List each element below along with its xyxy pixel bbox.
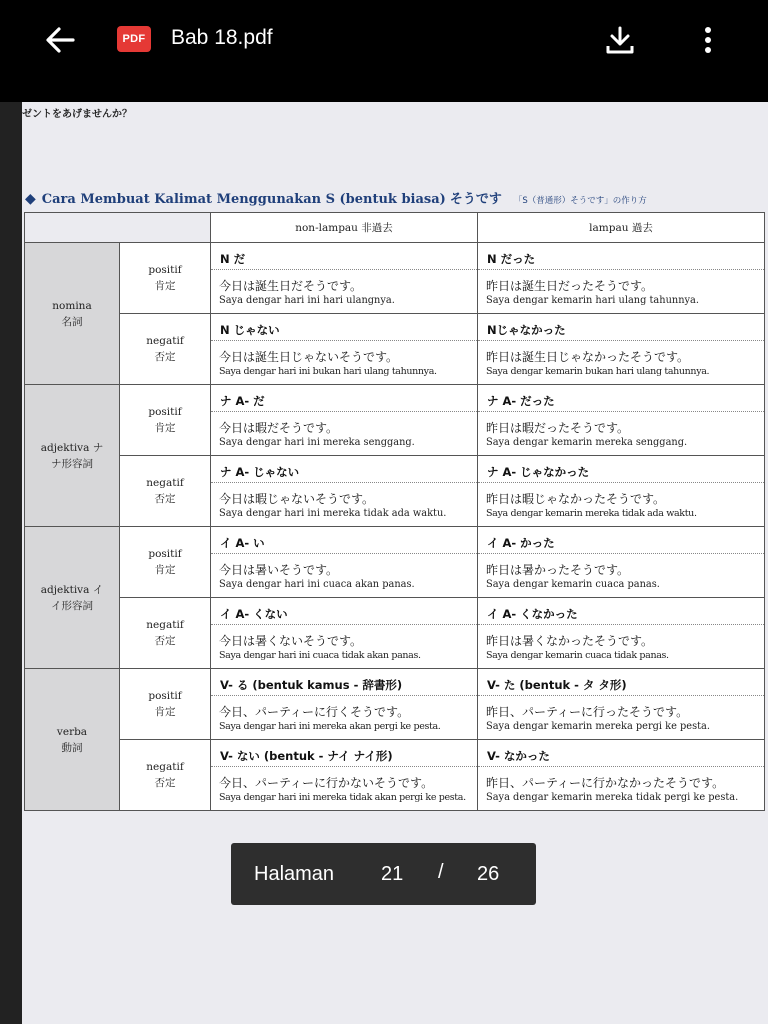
grammar-form: V- なかった	[478, 740, 764, 767]
polarity-label: negatif	[146, 335, 184, 347]
table-row	[25, 385, 765, 456]
translation: Saya dengar hari ini cuaca tidak akan panas.	[219, 650, 421, 661]
polarity-cell	[120, 314, 211, 385]
example-sentence: 今日、パーティーに行くそうです。	[219, 705, 410, 719]
column-header-nonpast: non-lampau 非過去	[211, 213, 478, 243]
back-button[interactable]	[38, 22, 82, 58]
grammar-table	[24, 212, 765, 811]
category-label: verba	[56, 725, 88, 738]
nonpast-cell	[211, 314, 478, 385]
polarity-label-jp: 肯定	[154, 422, 176, 434]
example-sentence: 今日は誕生日じゃないそうです。	[219, 350, 399, 364]
example-sentence: 昨日、パーティーに行ったそうです。	[486, 705, 689, 719]
polarity-label: positif	[148, 690, 182, 702]
translation: Saya dengar hari ini mereka tidak akan pergi ke pesta.	[219, 792, 466, 803]
grammar-form: イ A- くない	[211, 598, 477, 625]
grammar-form: N だった	[478, 243, 764, 270]
polarity-cell	[120, 527, 211, 598]
nonpast-cell	[211, 527, 478, 598]
polarity-label: negatif	[146, 477, 184, 489]
polarity-label-jp: 肯定	[154, 706, 176, 718]
example-sentence: 今日は暑くないそうです。	[219, 634, 363, 648]
nonpast-cell	[211, 243, 478, 314]
page-separator: /	[438, 861, 444, 883]
pdf-file-icon: PDF	[117, 26, 151, 52]
app-bar	[0, 0, 768, 102]
nonpast-cell	[211, 669, 478, 740]
nonpast-cell	[211, 740, 478, 811]
polarity-label: negatif	[146, 761, 184, 773]
category-label-jp: 動詞	[61, 741, 83, 754]
diamond-bullet-icon: ◆	[25, 191, 36, 207]
download-button[interactable]	[600, 22, 640, 58]
category-label-jp: イ形容詞	[51, 599, 93, 612]
category-label-jp: 名詞	[61, 315, 83, 328]
current-page: 21	[381, 863, 404, 885]
example-sentence: 昨日、パーティーに行かなかったそうです。	[486, 776, 725, 790]
example-sentence: 今日は誕生日だそうです。	[219, 279, 363, 293]
category-cell	[25, 385, 120, 527]
category-cell	[25, 669, 120, 811]
download-icon	[604, 25, 636, 55]
polarity-cell	[120, 598, 211, 669]
table-row	[25, 243, 765, 314]
previous-text-fragment: ゼントをあげませんか？	[22, 109, 132, 120]
translation: Saya dengar kemarin hari ulang tahunnya.	[486, 295, 700, 306]
example-sentence: 今日は暇だそうです。	[219, 421, 339, 435]
total-pages: 26	[477, 863, 500, 885]
grammar-form: イ A- い	[211, 527, 477, 554]
column-header-past: lampau 過去	[478, 213, 765, 243]
grammar-form: イ A- くなかった	[478, 598, 764, 625]
translation: Saya dengar hari ini cuaca akan panas.	[219, 579, 415, 590]
polarity-label-jp: 肯定	[154, 280, 176, 292]
translation: Saya dengar kemarin mereka tidak pergi ke pesta.	[486, 792, 739, 803]
polarity-label-jp: 否定	[154, 493, 176, 505]
more-vert-icon	[703, 26, 713, 54]
translation: Saya dengar hari ini mereka senggang.	[219, 437, 415, 448]
more-options-button[interactable]	[692, 22, 724, 58]
example-sentence: 昨日は暑かったそうです。	[486, 563, 630, 577]
grammar-form: V- ない (bentuk - ナイ ナイ形)	[211, 740, 477, 767]
category-label: adjektiva ナ	[40, 441, 104, 454]
grammar-form: ナ A- だ	[211, 385, 477, 412]
translation: Saya dengar hari ini mereka akan pergi ke pesta.	[219, 721, 441, 732]
grammar-form: V- る (bentuk kamus - 辞書形)	[211, 669, 477, 696]
translation: Saya dengar hari ini hari ulangnya.	[219, 295, 395, 306]
category-cell	[25, 527, 120, 669]
translation: Saya dengar kemarin mereka tidak ada waktu.	[486, 508, 697, 519]
example-sentence: 昨日は誕生日だったそうです。	[486, 279, 654, 293]
category-label-jp: ナ形容詞	[51, 457, 93, 470]
translation: Saya dengar hari ini bukan hari ulang tahunnya.	[219, 366, 437, 377]
arrow-left-icon	[44, 26, 76, 54]
nonpast-cell	[211, 456, 478, 527]
polarity-label-jp: 否定	[154, 635, 176, 647]
past-cell	[478, 527, 765, 598]
section-subtitle-jp: 「S（普通形）そうです」の作り方	[513, 196, 647, 206]
page-label: Halaman	[254, 863, 335, 885]
polarity-cell	[120, 243, 211, 314]
example-sentence: 昨日は暑くなかったそうです。	[486, 634, 654, 648]
translation: Saya dengar hari ini mereka tidak ada waktu.	[219, 508, 447, 519]
grammar-form: ナ A- じゃなかった	[478, 456, 764, 483]
section-title	[25, 188, 765, 207]
polarity-cell	[120, 740, 211, 811]
past-cell	[478, 385, 765, 456]
past-cell	[478, 314, 765, 385]
grammar-form: ナ A- だった	[478, 385, 764, 412]
table-row	[25, 598, 765, 669]
example-sentence: 昨日は暇だったそうです。	[486, 421, 630, 435]
polarity-label: positif	[148, 406, 182, 418]
nonpast-cell	[211, 598, 478, 669]
translation: Saya dengar kemarin mereka senggang.	[486, 437, 688, 448]
example-sentence: 昨日は暇じゃなかったそうです。	[486, 492, 666, 506]
example-sentence: 今日は暇じゃないそうです。	[219, 492, 375, 506]
translation: Saya dengar kemarin cuaca panas.	[486, 579, 660, 590]
grammar-form: N じゃない	[211, 314, 477, 341]
table-corner	[25, 213, 211, 243]
table-row	[25, 740, 765, 811]
polarity-label-jp: 否定	[154, 777, 176, 789]
file-name: Bab 18.pdf	[171, 26, 273, 49]
past-cell	[478, 456, 765, 527]
polarity-cell	[120, 669, 211, 740]
polarity-label: positif	[148, 548, 182, 560]
past-cell	[478, 598, 765, 669]
polarity-cell	[120, 385, 211, 456]
example-sentence: 今日は暑いそうです。	[219, 563, 339, 577]
polarity-label-jp: 肯定	[154, 564, 176, 576]
category-cell	[25, 243, 120, 385]
polarity-label: positif	[148, 264, 182, 276]
section-title-text: Cara Membuat Kalimat Menggunakan S (bentuk biasa)	[41, 192, 446, 207]
table-row	[25, 527, 765, 598]
grammar-form: ナ A- じゃない	[211, 456, 477, 483]
section-title-jp: そうです	[449, 192, 502, 207]
example-sentence: 今日、パーティーに行かないそうです。	[219, 776, 434, 790]
category-label: adjektiva イ	[40, 583, 104, 596]
polarity-label-jp: 否定	[154, 351, 176, 363]
past-cell	[478, 740, 765, 811]
table-row	[25, 456, 765, 527]
category-label: nomina	[52, 299, 92, 312]
page-indicator	[231, 843, 536, 905]
translation: Saya dengar kemarin cuaca tidak panas.	[486, 650, 669, 661]
grammar-form: N だ	[211, 243, 477, 270]
table-row	[25, 314, 765, 385]
grammar-form: V- た (bentuk - タ タ形)	[478, 669, 764, 696]
nonpast-cell	[211, 385, 478, 456]
translation: Saya dengar kemarin bukan hari ulang tahunnya.	[486, 366, 710, 377]
polarity-label: negatif	[146, 619, 184, 631]
past-cell	[478, 243, 765, 314]
translation: Saya dengar kemarin mereka pergi ke pesta.	[486, 721, 711, 732]
table-row	[25, 669, 765, 740]
grammar-form: イ A- かった	[478, 527, 764, 554]
grammar-form: Nじゃなかった	[478, 314, 764, 341]
past-cell	[478, 669, 765, 740]
example-sentence: 昨日は誕生日じゃなかったそうです。	[486, 350, 690, 364]
polarity-cell	[120, 456, 211, 527]
